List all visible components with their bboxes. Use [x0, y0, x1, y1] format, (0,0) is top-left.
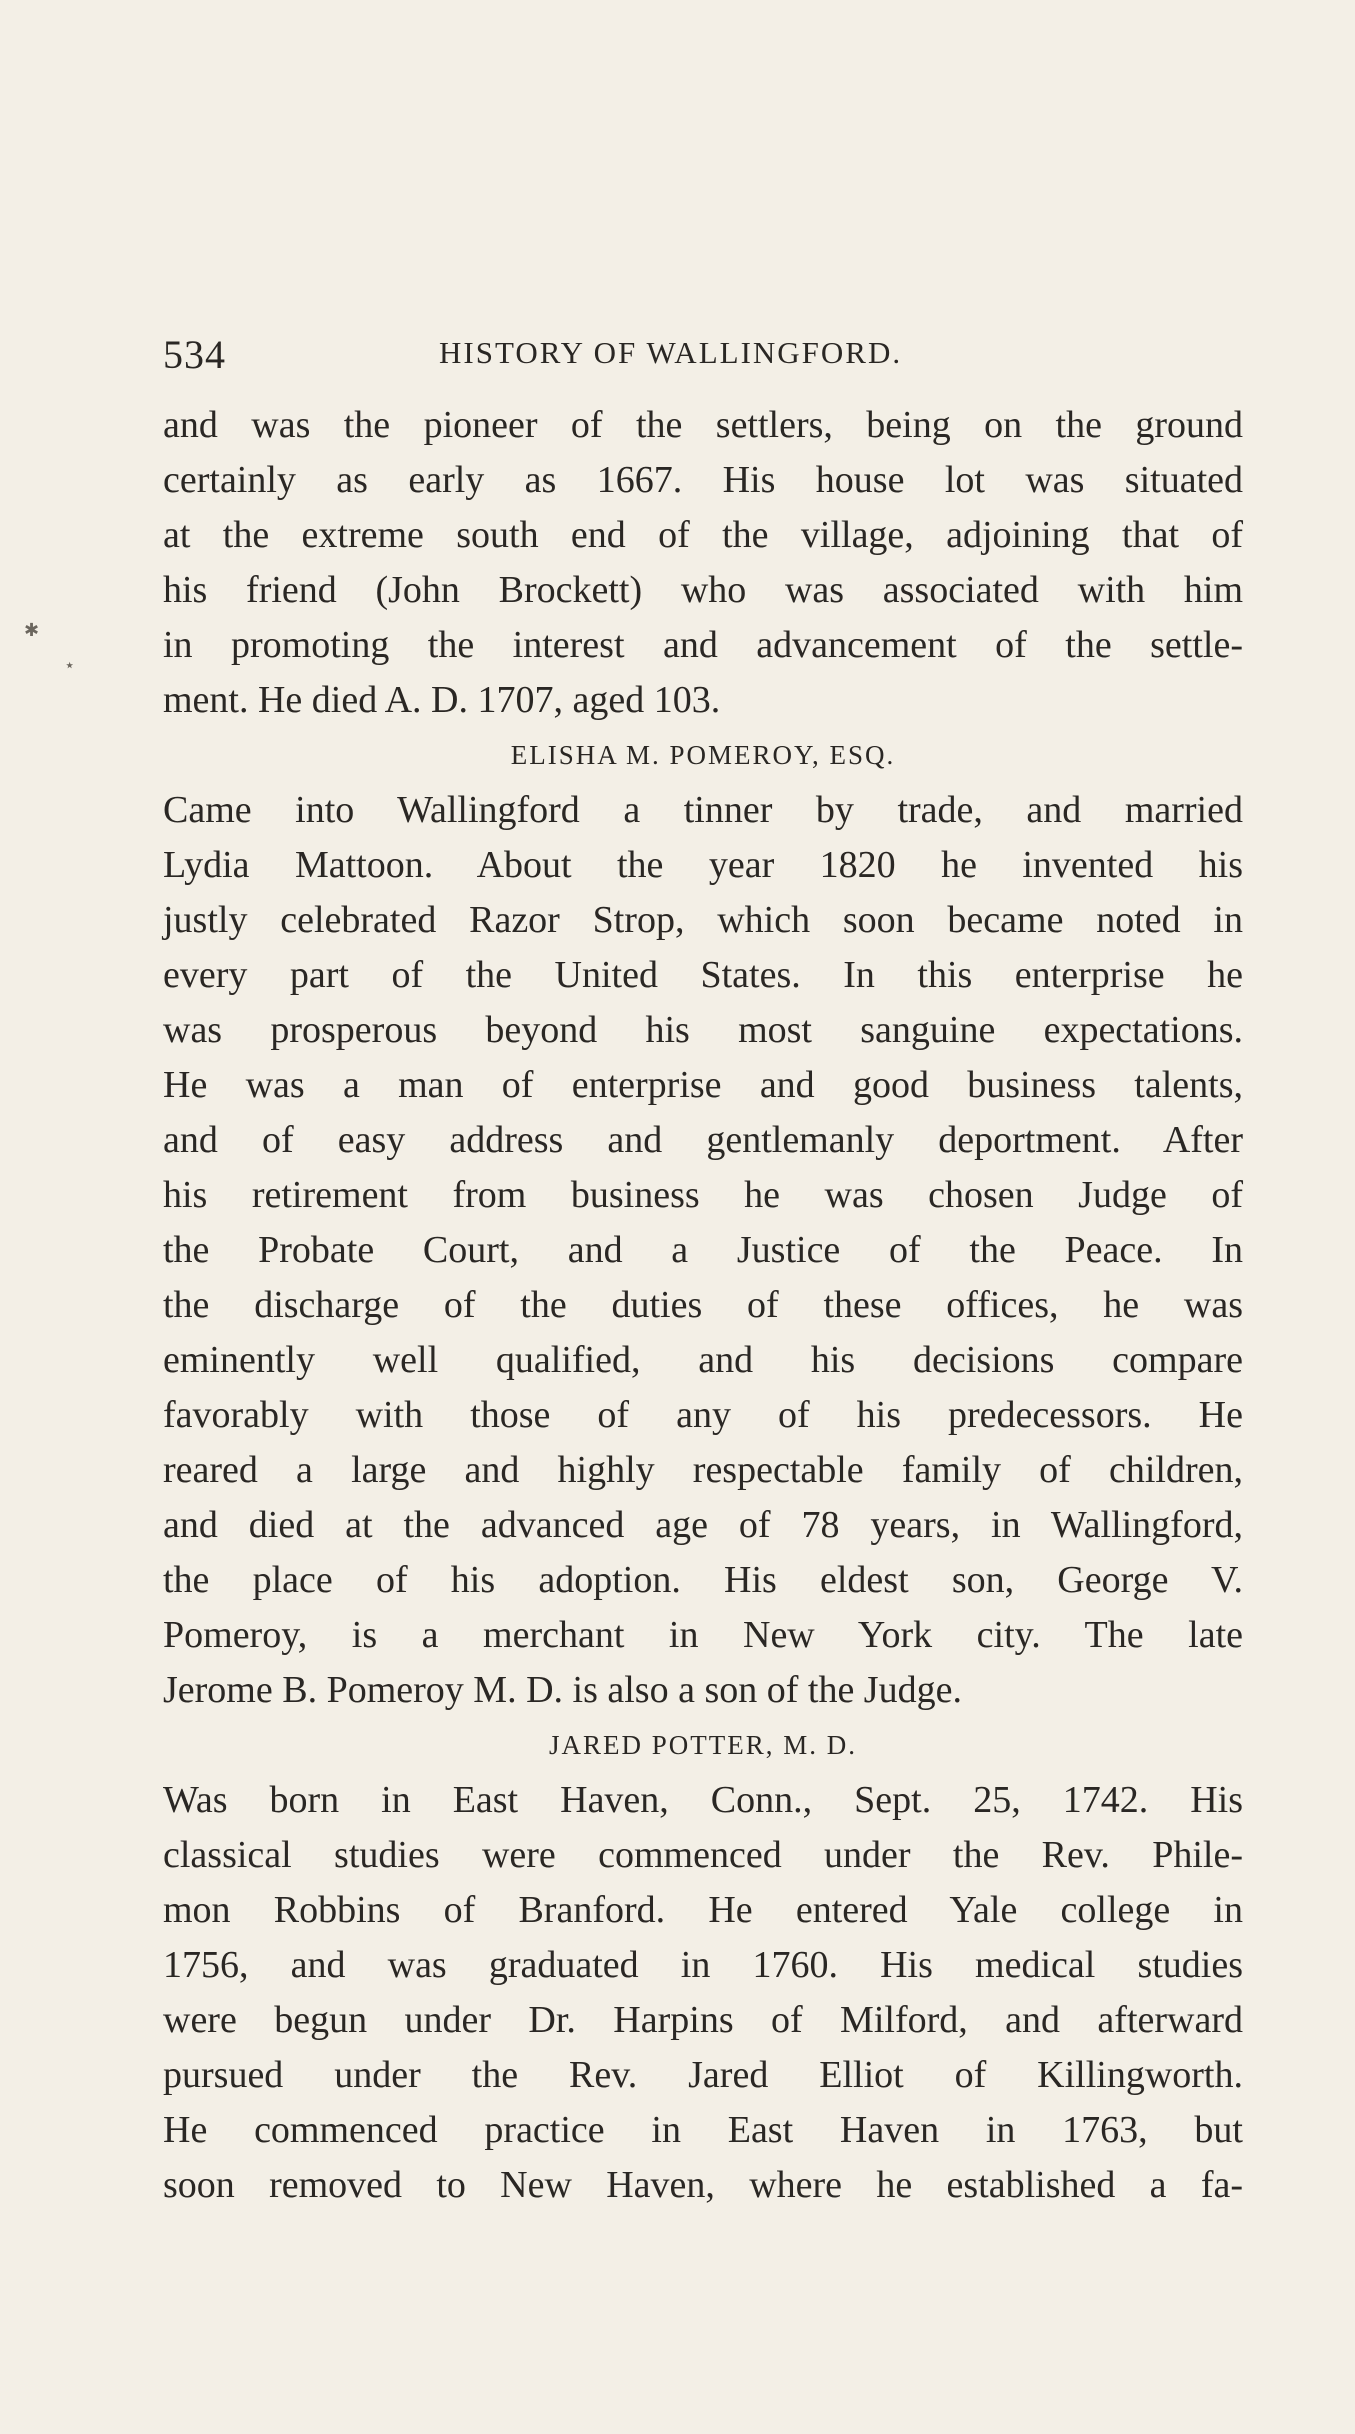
text-line: classical studies were commenced under the Rev. Phile- — [163, 1834, 1243, 1876]
section-heading: ELISHA M. POMEROY, ESQ. — [510, 740, 896, 770]
text-line: Was born in East Haven, Conn., Sept. 25, 1742. His — [163, 1779, 1243, 1821]
text-line: and of easy address and gentlemanly deportment. After — [163, 1119, 1243, 1161]
page-number: 534 — [163, 332, 226, 377]
text-line: eminently well qualified, and his decisions compare — [163, 1339, 1243, 1381]
text-line: and was the pioneer of the settlers, being on the ground — [163, 404, 1243, 446]
page-header — [163, 331, 1243, 387]
running-title: HISTORY OF WALLINGFORD. — [439, 335, 903, 370]
text-line: Lydia Mattoon. About the year 1820 he invented his — [163, 844, 1243, 886]
text-line: Pomeroy, is a merchant in New York city. The late — [163, 1614, 1243, 1656]
text-line: in promoting the interest and advancement of the settle- — [163, 624, 1243, 666]
text-line: the Probate Court, and a Justice of the Peace. In — [163, 1229, 1243, 1271]
margin-speck: ⋆ — [64, 655, 76, 675]
text-line: his friend (John Brockett) who was associated with him — [163, 569, 1243, 611]
text-line: Came into Wallingford a tinner by trade, and married — [163, 789, 1243, 831]
text-line: pursued under the Rev. Jared Elliot of Killingworth. — [163, 2054, 1243, 2096]
text-line: He commenced practice in East Haven in 1763, but — [163, 2109, 1243, 2151]
text-line: were begun under Dr. Harpins of Milford, and afterward — [163, 1999, 1243, 2041]
text-line: He was a man of enterprise and good business talents, — [163, 1064, 1243, 1106]
text-line: at the extreme south end of the village, adjoining that of — [163, 514, 1243, 556]
section-heading: JARED POTTER, M. D. — [548, 1730, 857, 1760]
text-line: certainly as early as 1667. His house lot was situated — [163, 459, 1243, 501]
text-line: reared a large and highly respectable family of children, — [163, 1449, 1243, 1491]
text-line: every part of the United States. In this enterprise he — [163, 954, 1243, 996]
text-line: the discharge of the duties of these offices, he was — [163, 1284, 1243, 1326]
text-line: his retirement from business he was chosen Judge of — [163, 1174, 1243, 1216]
text-line: justly celebrated Razor Strop, which soon became noted in — [163, 899, 1243, 941]
margin-speck: ✱ — [24, 620, 40, 640]
text-line: was prosperous beyond his most sanguine expectations. — [163, 1009, 1243, 1051]
text-line: ment. He died A. D. 1707, aged 103. — [163, 679, 721, 721]
text-line: and died at the advanced age of 78 years, in Wallingford, — [163, 1504, 1243, 1546]
text-line: 1756, and was graduated in 1760. His medical studies — [163, 1944, 1243, 1986]
text-line: Jerome B. Pomeroy M. D. is also a son of the Judge. — [163, 1669, 962, 1711]
text-line: mon Robbins of Branford. He entered Yale college in — [163, 1889, 1243, 1931]
body-text — [163, 398, 1243, 2213]
text-line: soon removed to New Haven, where he established a fa- — [163, 2164, 1243, 2206]
text-line: the place of his adoption. His eldest son, George V. — [163, 1559, 1243, 1601]
text-line: favorably with those of any of his predecessors. He — [163, 1394, 1243, 1436]
